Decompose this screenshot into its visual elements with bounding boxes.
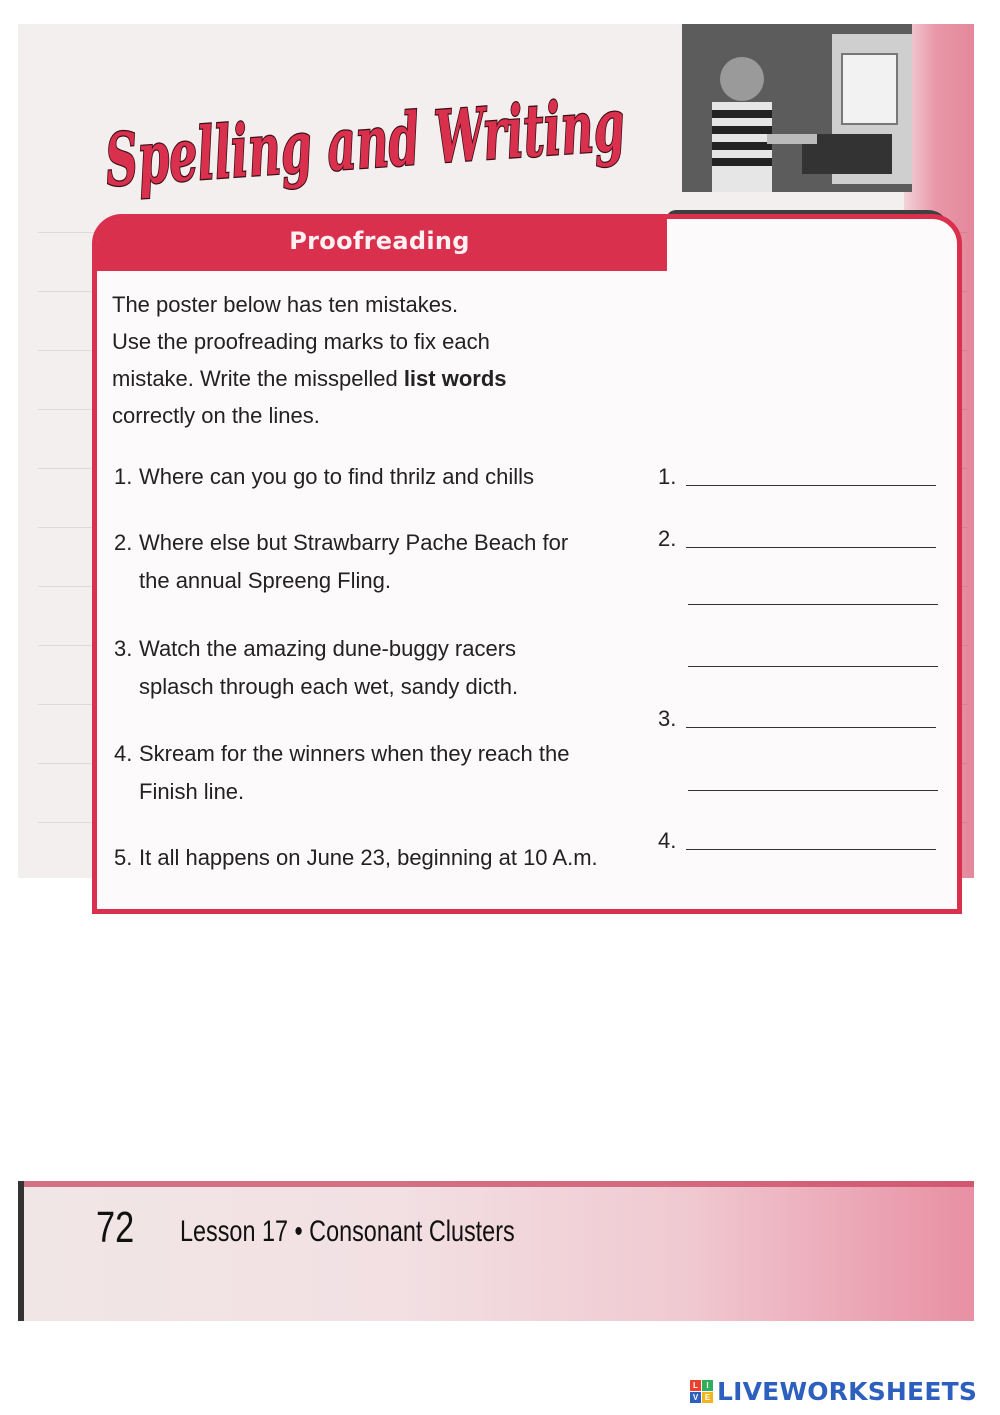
poster-item-5 [114,839,654,877]
instruction-line: correctly on the lines. [112,403,320,428]
instruction-line [112,360,572,397]
page-title [100,59,946,228]
item-text: the annual Spreeng Fling. [139,568,391,593]
lesson-label: Lesson 17 • Consonant Clusters [180,1215,515,1248]
answer-line-extra[interactable] [688,604,938,605]
answer-number: 1. [658,464,677,489]
footer-edge [18,1181,24,1321]
item-number: 4. [114,741,133,766]
page-number: 72 [96,1203,135,1252]
answer-2[interactable] [658,526,936,552]
answer-line-extra[interactable] [688,790,938,791]
item-text: Where else but Strawbarry Pache Beach for [139,530,569,555]
page-title-text: Spelling and Writing [102,59,946,203]
instruction-text: mistake. Write the misspelled [112,366,404,391]
answer-1[interactable] [658,464,936,490]
poster-item-4 [114,735,654,811]
proofreading-header [97,219,667,271]
instructions [112,286,572,434]
answer-3[interactable] [658,706,936,732]
item-text: Watch the amazing dune-buggy racers [139,636,517,661]
answer-4[interactable] [658,828,936,854]
worksheet-page [18,24,974,878]
poster-item-3 [114,630,654,706]
boy-at-computer-photo [682,24,912,192]
instruction-line: The poster below has ten mistakes. [112,292,459,317]
answer-line[interactable] [686,849,936,850]
logo-letter: E [702,1392,713,1403]
logo-letter: I [702,1380,713,1391]
page-footer [18,1181,974,1321]
answer-line[interactable] [686,547,936,548]
item-number: 3. [114,636,133,661]
poster-item-1 [114,458,654,496]
poster-item-2 [114,524,654,600]
proofreading-title: Proofreading [289,227,470,255]
answer-number: 2. [658,526,677,551]
liveworksheets-logo-icon [690,1380,713,1403]
liveworksheets-watermark [690,1376,977,1406]
watermark-text: LIVEWORKSHEETS [717,1376,978,1406]
answer-number: 4. [658,828,677,853]
logo-letter: L [690,1380,701,1391]
answer-line-extra[interactable] [688,666,938,667]
item-number: 5. [114,845,133,870]
logo-letter: V [690,1392,701,1403]
item-text: splasch through each wet, sandy dicth. [139,674,519,699]
item-text: Finish line. [139,779,245,804]
item-number: 1. [114,464,133,489]
answer-line[interactable] [686,727,936,728]
instruction-line: Use the proofreading marks to fix each [112,329,490,354]
item-text: Where can you go to find thrilz and chills [139,464,534,489]
footer-band [18,1181,974,1187]
item-text: Skream for the winners when they reach the [139,741,570,766]
answer-line[interactable] [686,485,936,486]
item-text: It all happens on June 23, beginning at 10 A.m. [139,845,598,870]
instruction-bold: list words [403,366,507,391]
answer-number: 3. [658,706,677,731]
item-number: 2. [114,530,133,555]
